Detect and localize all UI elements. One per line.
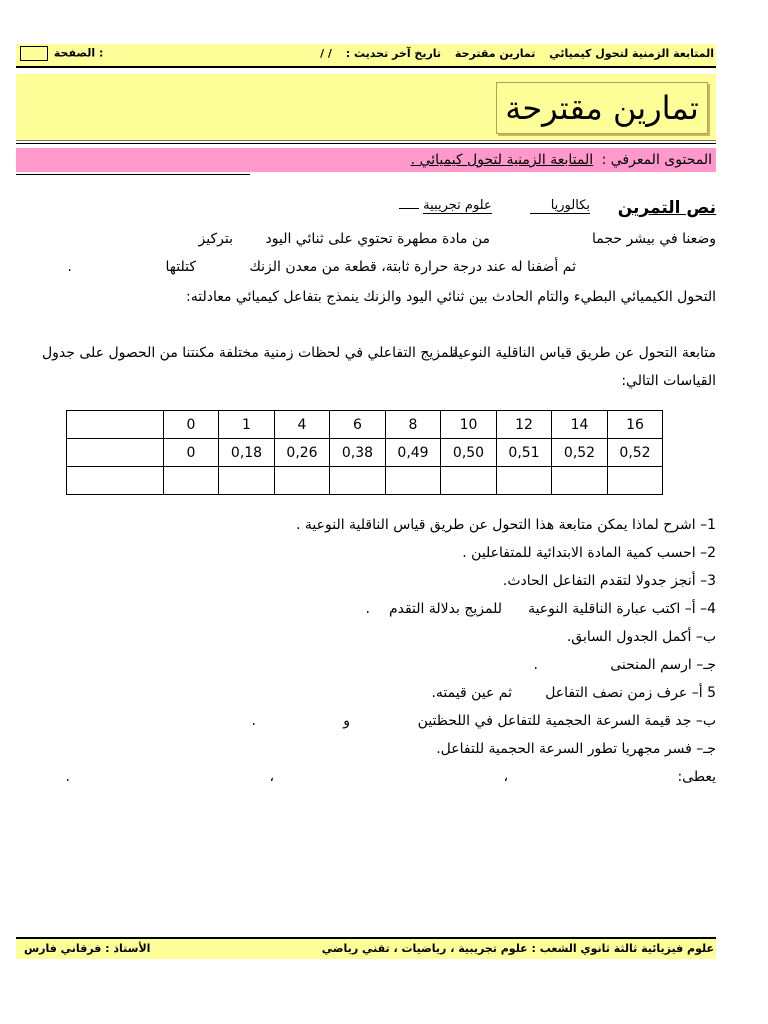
header-topic: المتابعة الزمنية لتحول كيميائي <box>549 47 714 60</box>
content-line <box>16 148 716 172</box>
page-number-box <box>20 46 48 61</box>
text-line-2a: ثم أضفنا له عند درجة حرارة ثابتة، قطعة من معدن الزنك <box>249 259 576 275</box>
table-header-cell <box>67 439 164 467</box>
stream-label: علوم تجريبية <box>423 198 492 213</box>
table-row-value <box>67 439 663 467</box>
table-cell <box>552 467 608 495</box>
table-cell: 6 <box>330 411 386 439</box>
table-cell: 4 <box>275 411 330 439</box>
table-cell <box>275 467 330 495</box>
table-row-empty <box>67 467 663 495</box>
question-4c-end: . <box>533 657 538 673</box>
table-cell: 0,52 <box>552 439 608 467</box>
table-cell: 0,52 <box>608 439 663 467</box>
given-sep-2: ، <box>269 769 274 785</box>
question-2: 2– احسب كمية المادة الابتدائية للمتفاعلين . <box>462 545 716 561</box>
given-end: . <box>65 769 70 785</box>
text-line-2c: . <box>67 259 72 275</box>
table-cell: 0,50 <box>441 439 497 467</box>
table-cell: 16 <box>608 411 663 439</box>
text-line-1b: من مادة مطهرة تحتوي على ثنائي اليود <box>265 231 490 247</box>
footer-subject: علوم فيزيائية ثالثة ثانوي الشعب : علوم تجريبية ، رياضيات ، تقني رياضي <box>321 942 714 955</box>
bac-label: بكالوريا <box>530 198 590 214</box>
table-cell <box>441 467 497 495</box>
table-cell: 0,26 <box>275 439 330 467</box>
table-cell: 0,18 <box>219 439 275 467</box>
table-cell: 8 <box>386 411 441 439</box>
question-3: 3– أنجز جدولا لتقدم التفاعل الحادث. <box>502 573 716 589</box>
page-label: الصفحة : <box>53 46 104 60</box>
page-number-area <box>20 46 103 61</box>
text-line-1a: وضعنا في بيشر حجما <box>592 231 716 247</box>
question-5c: جـ– فسر مجهريا تطور السرعة الحجمية للتفاعل. <box>436 741 716 757</box>
header-update-label: تاريخ آخر تحديث : <box>345 47 442 60</box>
question-5a: 5 أ– عرف زمن نصف التفاعل <box>545 685 716 701</box>
table-cell <box>608 467 663 495</box>
given-label: يعطى: <box>677 769 716 785</box>
question-1: 1– اشرح لماذا يمكن متابعة هذا التحول عن طريق قياس الناقلية النوعية . <box>296 517 716 533</box>
table-row-time <box>67 411 663 439</box>
divider <box>16 143 716 144</box>
page-title: تمارين مقترحة <box>496 82 708 134</box>
header-info <box>320 47 714 60</box>
table-cell: 0,51 <box>497 439 552 467</box>
question-4b: ب– أكمل الجدول السابق. <box>566 629 716 645</box>
table-cell <box>330 467 386 495</box>
text-line-1c: بتركيز <box>198 231 233 247</box>
question-5b-and: و <box>343 713 350 729</box>
content-underline <box>16 174 250 175</box>
content-label: المحتوى المعرفي : <box>601 152 712 168</box>
page-header <box>16 44 716 68</box>
measurements-table <box>66 410 663 495</box>
table-cell: 0,49 <box>386 439 441 467</box>
table-header-cell <box>67 411 164 439</box>
text-line-3: التحول الكيميائي البطيء والتام الحادث بين ثنائي اليود والزنك ينمذج بتفاعل كيميائي معادلته: <box>186 289 716 305</box>
question-4a: 4– أ– اكتب عبارة الناقلية النوعية <box>528 601 716 617</box>
table-cell: 10 <box>441 411 497 439</box>
question-5b: ب– جد قيمة السرعة الحجمية للتفاعل في اللحظتين <box>417 713 716 729</box>
table-cell <box>164 467 219 495</box>
table-cell: 0 <box>164 411 219 439</box>
table-cell <box>497 467 552 495</box>
table-header-cell <box>67 467 164 495</box>
table-cell: 12 <box>497 411 552 439</box>
exercise-heading: نص التمرين <box>617 198 716 218</box>
header-exercises: تمارين مقترحة <box>454 47 536 60</box>
content-value: المتابعة الزمنية لتحول كيميائي . <box>410 152 594 168</box>
page-footer <box>16 937 716 959</box>
header-date-slashes: / / <box>320 47 332 60</box>
question-4a-part-c: . <box>365 601 370 617</box>
stream-blank <box>399 208 419 209</box>
text-line-4a: متابعة التحول عن طريق قياس الناقلية النوعية <box>451 345 716 361</box>
question-4c: جـ– ارسم المنحنى <box>610 657 716 673</box>
title-band <box>16 74 716 141</box>
table-cell <box>219 467 275 495</box>
table-cell: 1 <box>219 411 275 439</box>
table-cell: 0,38 <box>330 439 386 467</box>
question-5b-end: . <box>251 713 256 729</box>
exercise-source <box>360 198 590 214</box>
given-sep-1: ، <box>503 769 508 785</box>
text-line-5: القياسات التالي: <box>621 373 716 389</box>
footer-teacher: الأستاذ : فرقاني فارس <box>24 942 151 955</box>
question-5a-end: ثم عين قيمته. <box>431 685 512 701</box>
table-cell <box>386 467 441 495</box>
text-line-2b: كتلتها <box>165 259 196 275</box>
table-cell: 14 <box>552 411 608 439</box>
table-cell: 0 <box>164 439 219 467</box>
text-line-4b: للمزيج التفاعلي في لحظات زمنية مختلفة مكنتنا من الحصول على جدول <box>42 345 458 361</box>
question-4a-part-b: للمزيج بدلالة التقدم <box>388 601 502 617</box>
